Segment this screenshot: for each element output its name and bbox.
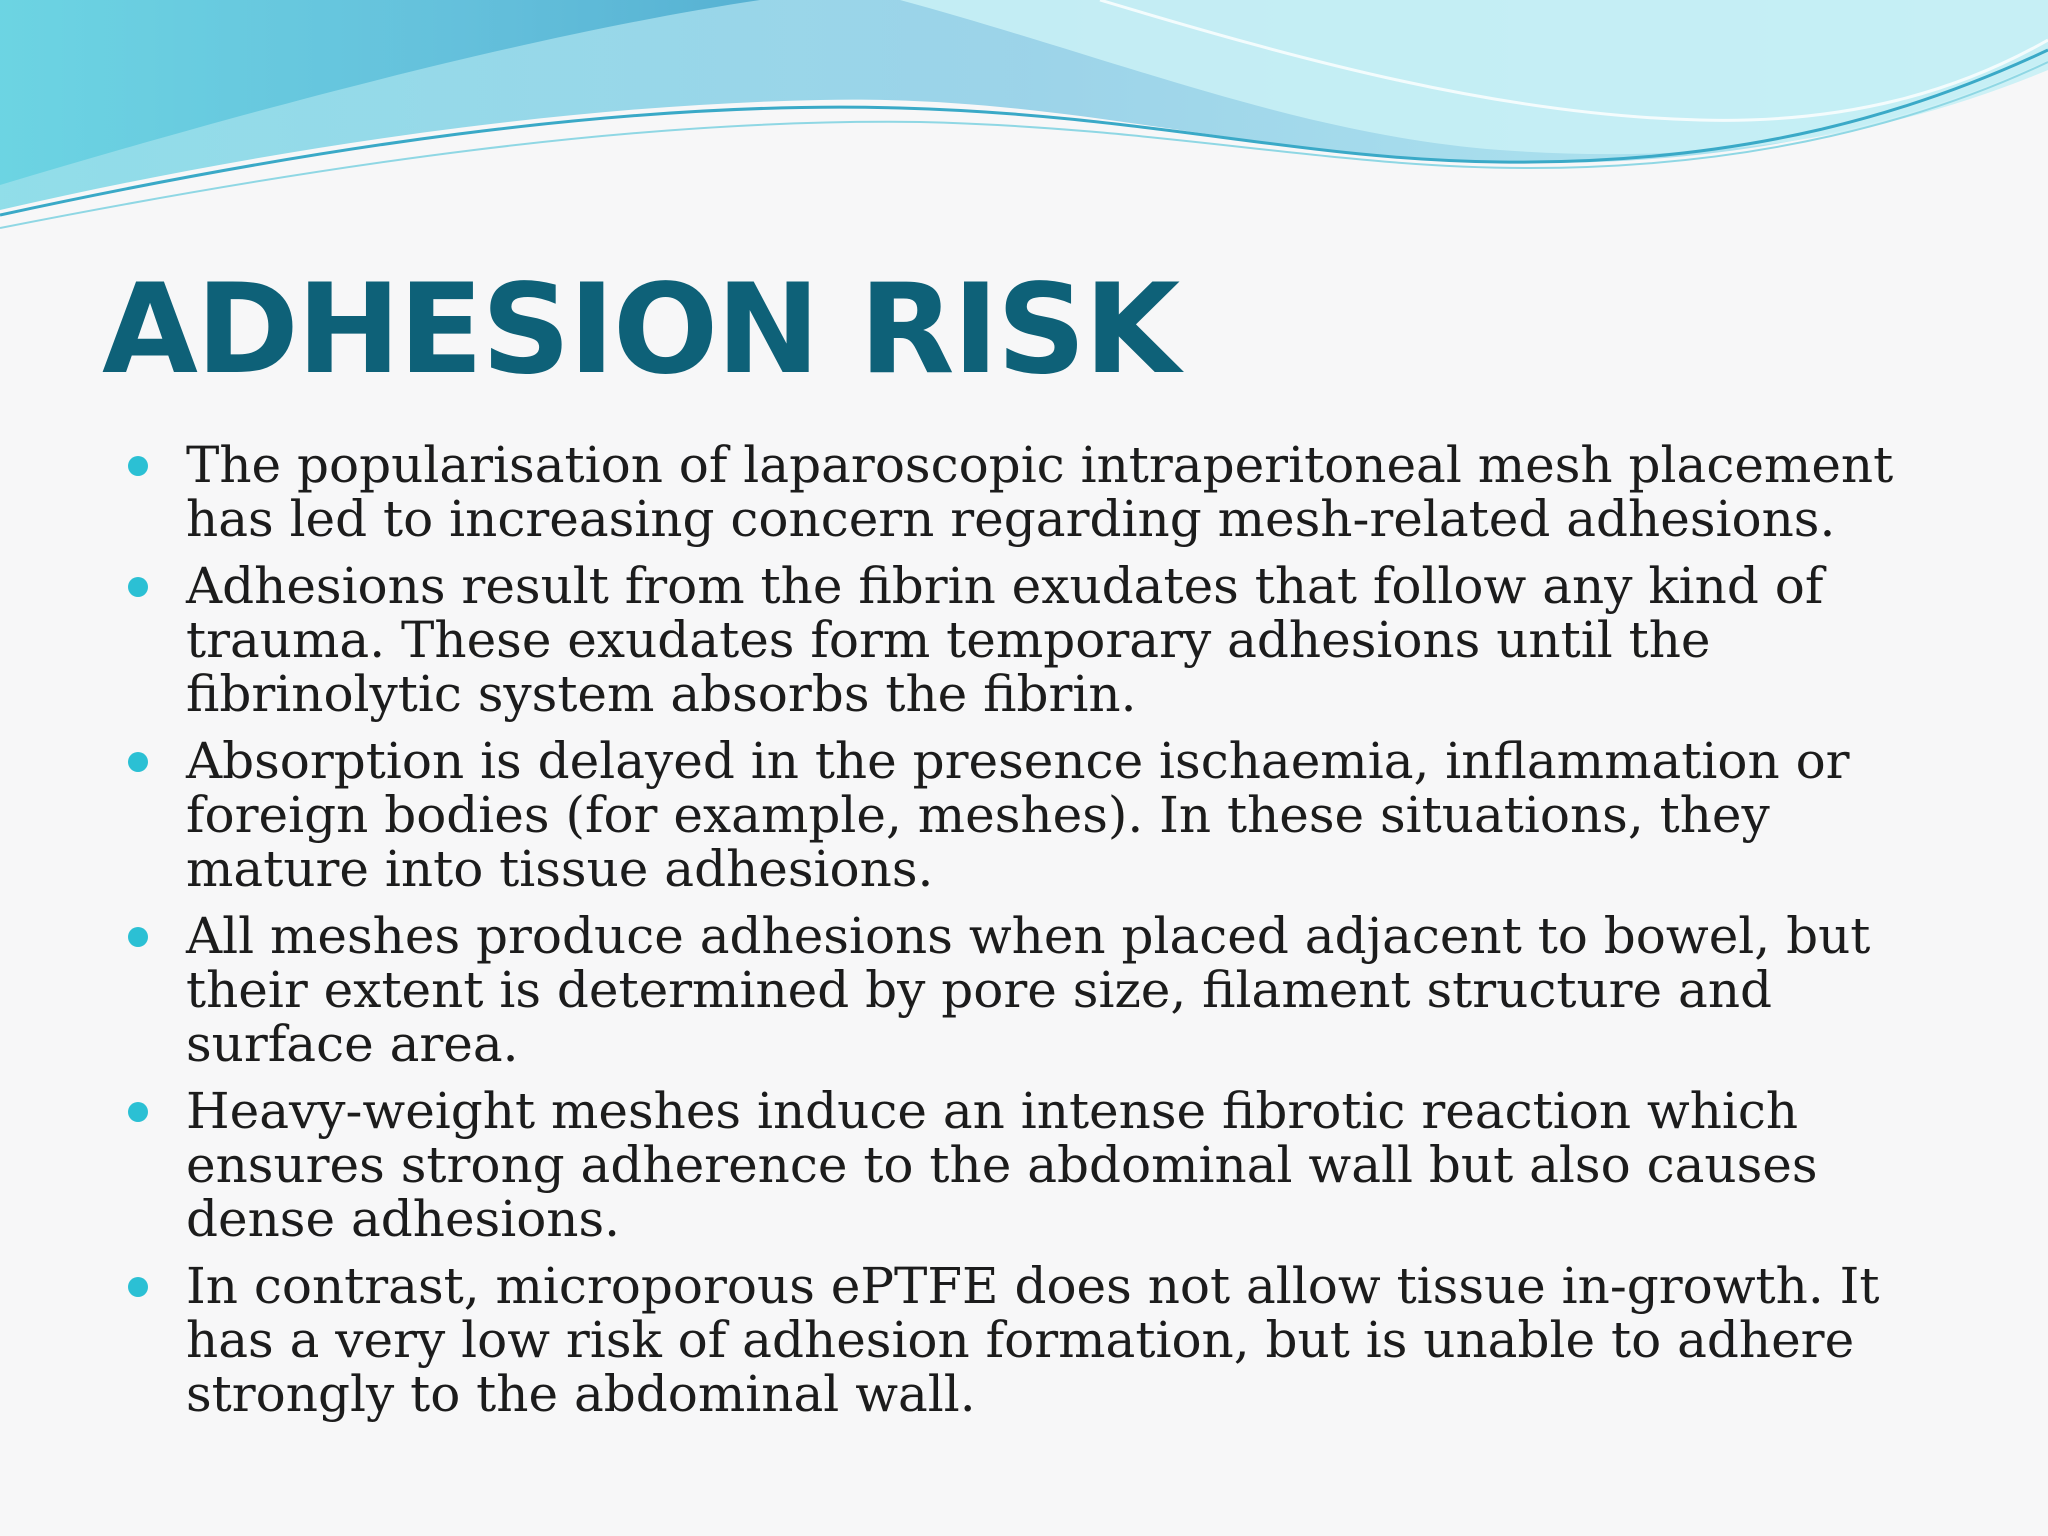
bullet-text: Absorption is delayed in the presence ischaemia, inflammation or foreign bodies (for example, meshes). In these situations, they mature into tissue adhesions. [186, 732, 1850, 898]
bullet-item [124, 438, 1954, 546]
bullet-text: Heavy-weight meshes induce an intense fibrotic reaction which ensures strong adherence to the abdominal wall but also causes dense adhesions. [186, 1082, 1818, 1248]
round-bullet-icon [128, 927, 148, 947]
bullet-text: Adhesions result from the fibrin exudates that follow any kind of trauma. These exudates form temporary adhesions until the fibrinolytic system absorbs the fibrin. [186, 557, 1824, 723]
bullet-item [124, 559, 1954, 721]
bullet-text: The popularisation of laparoscopic intraperitoneal mesh placement has led to increasing concern regarding mesh-related adhesions. [186, 436, 1894, 548]
bullet-item [124, 734, 1954, 896]
bullet-text: In contrast, microporous ePTFE does not allow tissue in-growth. It has a very low risk of adhesion formation, but is unable to adhere strongly to the abdominal wall. [186, 1257, 1880, 1423]
round-bullet-icon [128, 1102, 148, 1122]
round-bullet-icon [128, 1277, 148, 1297]
round-bullet-icon [128, 752, 148, 772]
slide-title: ADHESION RISK [102, 258, 1179, 402]
bullet-item [124, 1084, 1954, 1246]
wave-decoration-icon [0, 0, 2048, 240]
bullet-list [124, 438, 1954, 1434]
round-bullet-icon [128, 577, 148, 597]
bullet-item [124, 1259, 1954, 1421]
bullet-text: All meshes produce adhesions when placed adjacent to bowel, but their extent is determined by pore size, filament structure and surface area. [186, 907, 1871, 1073]
bullet-item [124, 909, 1954, 1071]
round-bullet-icon [128, 456, 148, 476]
